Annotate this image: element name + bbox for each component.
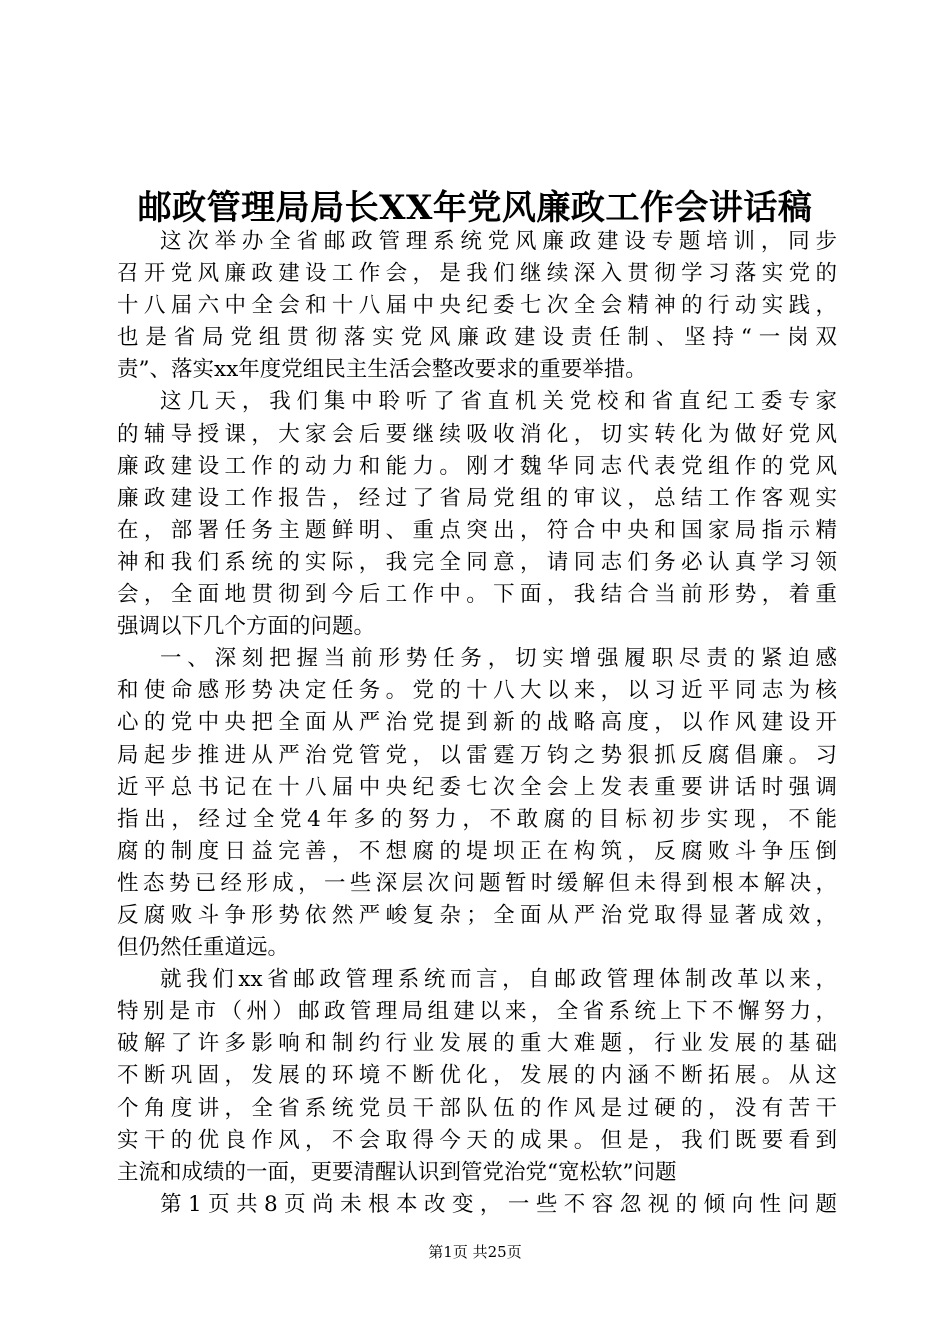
paragraph-2-line: 会，全面地贯彻到今后工作中。下面，我结合当前形势，着重 xyxy=(117,582,837,608)
paragraph-3-line: 和使命感形势决定任务。党的十八大以来，以习近平同志为核 xyxy=(117,678,837,704)
paragraph-3-line: 指出，经过全党4年多的努力，不敢腐的目标初步实现，不能 xyxy=(117,806,837,832)
paragraph-1-line: 召开党风廉政建设工作会，是我们继续深入贯彻学习落实党的 xyxy=(117,261,837,287)
paragraph-4-line: 实干的优良作风，不会取得今天的成果。但是，我们既要看到 xyxy=(117,1127,837,1153)
paragraph-2-line: 强调以下几个方面的问题。 xyxy=(117,614,376,640)
paragraph-2-line: 这几天，我们集中聆听了省直机关党校和省直纪工委专家 xyxy=(160,389,837,415)
paragraph-1-line: 十八届六中全会和十八届中央纪委七次全会精神的行动实践， xyxy=(117,293,837,319)
paragraph-4-line: 就我们xx省邮政管理系统而言，自邮政管理体制改革以来， xyxy=(160,967,837,993)
paragraph-2-line: 廉政建设工作报告，经过了省局党组的审议，总结工作客观实 xyxy=(117,485,837,511)
paragraph-2-line: 在，部署任务主题鲜明、重点突出，符合中央和国家局指示精 xyxy=(117,517,837,543)
paragraph-2-line: 廉政建设工作的动力和能力。刚才魏华同志代表党组作的党风 xyxy=(117,453,837,479)
document-title: 邮政管理局局长XX年党风廉政工作会讲话稿 xyxy=(137,188,813,228)
paragraph-3-line: 近平总书记在十八届中央纪委七次全会上发表重要讲话时强调 xyxy=(117,774,837,800)
document-body xyxy=(117,226,837,1221)
paragraph-3-line: 一、深刻把握当前形势任务，切实增强履职尽责的紧迫感 xyxy=(160,646,837,672)
paragraph-3-line: 性态势已经形成，一些深层次问题暂时缓解但未得到根本解决， xyxy=(117,870,837,896)
paragraph-3-line: 腐的制度日益完善，不想腐的堤坝正在构筑，反腐败斗争压倒 xyxy=(117,838,837,864)
paragraph-1-line: 责”、落实xx年度党组民主生活会整改要求的重要举措。 xyxy=(117,357,647,383)
paragraph-2-line: 的辅导授课，大家会后要继续吸收消化，切实转化为做好党风 xyxy=(117,421,837,447)
paragraph-3-line: 局起步推进从严治党管党，以雷霆万钧之势狠抓反腐倡廉。习 xyxy=(117,742,837,768)
page-number-footer: 第1页 共25页 xyxy=(428,1243,522,1261)
paragraph-3-line: 但仍然任重道远。 xyxy=(117,935,290,961)
paragraph-3-line: 心的党中央把全面从严治党提到新的战略高度，以作风建设开 xyxy=(117,710,837,736)
paragraph-3-line: 反腐败斗争形势依然严峻复杂；全面从严治党取得显著成效， xyxy=(117,902,837,928)
paragraph-1-line: 这次举办全省邮政管理系统党风廉政建设专题培训，同步 xyxy=(160,229,837,254)
paragraph-4-line: 主流和成绩的一面，更要清醒认识到管党治党“宽松软”问题 xyxy=(117,1159,677,1185)
paragraph-4-line: 第1页共8页尚未根本改变，一些不容忽视的倾向性问题 xyxy=(160,1191,837,1217)
paragraph-4-line: 个角度讲，全省系统党员干部队伍的作风是过硬的，没有苦干 xyxy=(117,1095,837,1121)
paragraph-1-line: 也是省局党组贯彻落实党风廉政建设责任制、坚持“一岗双 xyxy=(117,325,837,351)
paragraph-4-line: 特别是市（州）邮政管理局组建以来，全省系统上下不懈努力， xyxy=(117,999,837,1025)
paragraph-2-line: 神和我们系统的实际，我完全同意，请同志们务必认真学习领 xyxy=(117,549,837,575)
paragraph-4-line: 破解了许多影响和制约行业发展的重大难题，行业发展的基础 xyxy=(117,1031,837,1057)
paragraph-4-line: 不断巩固，发展的环境不断优化，发展的内涵不断拓展。从这 xyxy=(117,1063,837,1089)
